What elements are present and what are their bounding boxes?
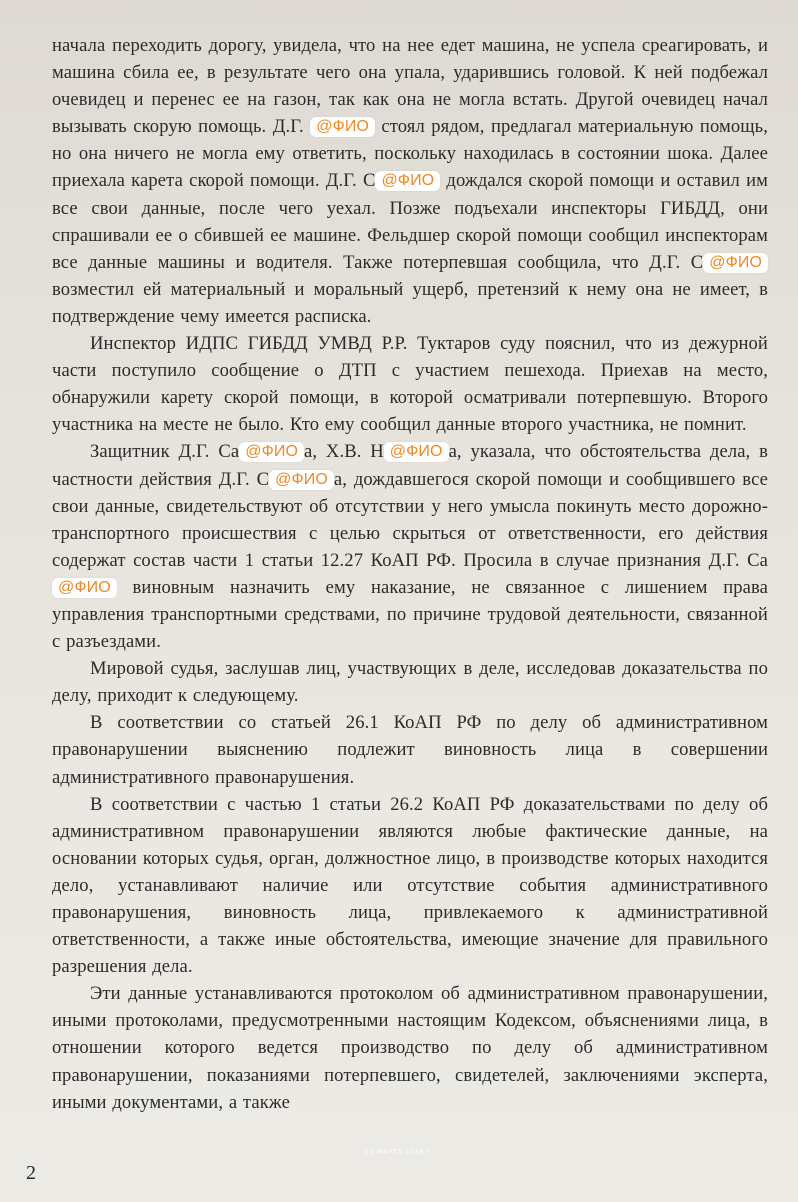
paragraph <box>52 32 768 330</box>
paragraph-text: Мировой судья, заслушав лиц, участвующих в деле, исследовав доказательства по делу, приходит к следующему. <box>52 658 768 707</box>
paragraph <box>52 330 768 438</box>
paragraph <box>52 709 768 790</box>
paragraph-text: а, Х.В. Н <box>304 441 384 463</box>
redacted-name-tag: @ФИО <box>310 117 375 137</box>
paragraph-text: дождался скорой помощи и оставил им все свои данные, после чего уехал. Позже подъехали инспекторы ГИБДД, они спрашивали ее о сбившей ее машине. Фельдшер скорой помощи сообщил инспекторам все данные машины и водителя. Также потерпевшая сообщила, что Д.Г. С <box>52 170 768 273</box>
paragraph <box>52 438 768 655</box>
paragraph-text: начала переходить дорогу, увидела, что на нее едет машина, не успела среагировать, и машина сбила ее, в результате чего она упала, ударившись головой. К ней подбежал очевидец и перенес ее на газон, так как она не могла встать. Другой очевидец начал вызывать скорую помощь. Д.Г. <box>52 35 768 138</box>
paragraph-text: а, указала, что обстоятельства дела, в частности действия Д.Г. С <box>52 441 768 490</box>
page-number: 2 <box>26 1162 36 1184</box>
paragraph-text: В соответствии со статьей 26.1 КоАП РФ по делу об административном правонарушении выяснению подлежит виновность лица в совершении административного правонарушения. <box>52 712 768 788</box>
paragraph-text: а, дождавшегося скорой помощи и сообщившего все свои данные, свидетельствуют об отсутствии у него умысла покинуть место дорожно-транспортного происшествия с целью скрыться от ответственности, его действия содержат состав части 1 статьи 12.27 КоАП РФ. Просила в случае признания Д.Г. Са <box>52 468 768 571</box>
paragraph <box>52 655 768 709</box>
paragraph <box>52 791 768 981</box>
redacted-name-tag: @ФИО <box>375 171 440 191</box>
paragraph-text: В соответствии с частью 1 статьи 26.2 КоАП РФ доказательствами по делу об административном правонарушении являются любые фактические данные, на основании которых судья, орган, должностное лицо, в производстве которых находится дело, устанавливают наличие или отсутствие события административного правонарушения, виновность лица, привлекаемого к административной ответственности, а также иные обстоятельства, имеющие значение для правильного разрешения дела. <box>52 793 768 978</box>
redacted-name-tag: @ФИО <box>239 442 304 462</box>
paragraph-text: стоял рядом, предлагал материальную помощь, но она ничего не могла ему ответить, поскольку находилась в состоянии шока. Далее приехала карета скорой помощи. Д.Г. С <box>52 116 768 192</box>
redacted-name-tag: @ФИО <box>703 253 768 273</box>
document-body <box>52 32 768 1116</box>
paragraph-text: виновным назначить ему наказание, не связанное с лишением права управления транспортными средствами, по причине трудовой деятельности, связанной с разъездами. <box>52 576 768 653</box>
redacted-name-tag: @ФИО <box>269 470 334 490</box>
paragraph-text: Защитник Д.Г. Са <box>90 441 240 463</box>
paragraph-text: Эти данные устанавливаются протоколом об административном правонарушении, иными протоколами, предусмотренными настоящим Кодексом, объяснениями лица, в отношении которого ведется производство по делу об административном правонарушении, показаниями потерпевшего, свидетелей, заключениями эксперта, иными документами, а также <box>52 983 768 1113</box>
date-stamp: 15 МАРТА 2018 Г. <box>364 1148 434 1156</box>
redacted-name-tag: @ФИО <box>52 578 117 598</box>
paragraph-text: Инспектор ИДПС ГИБДД УМВД Р.Р. Туктаров суду пояснил, что из дежурной части поступило сообщение о ДТП с участием пешехода. Приехав на место, обнаружили карету скорой помощи, в которой осматривали потерпевшую. Второго участника на месте не было. Кто ему сообщил данные второго участника, не помнит. <box>52 333 768 436</box>
paragraph <box>52 980 768 1115</box>
redacted-name-tag: @ФИО <box>384 442 449 462</box>
paragraph-text: возместил ей материальный и моральный ущерб, претензий к нему она не имеет, в подтверждение чему имеется расписка. <box>52 278 768 327</box>
